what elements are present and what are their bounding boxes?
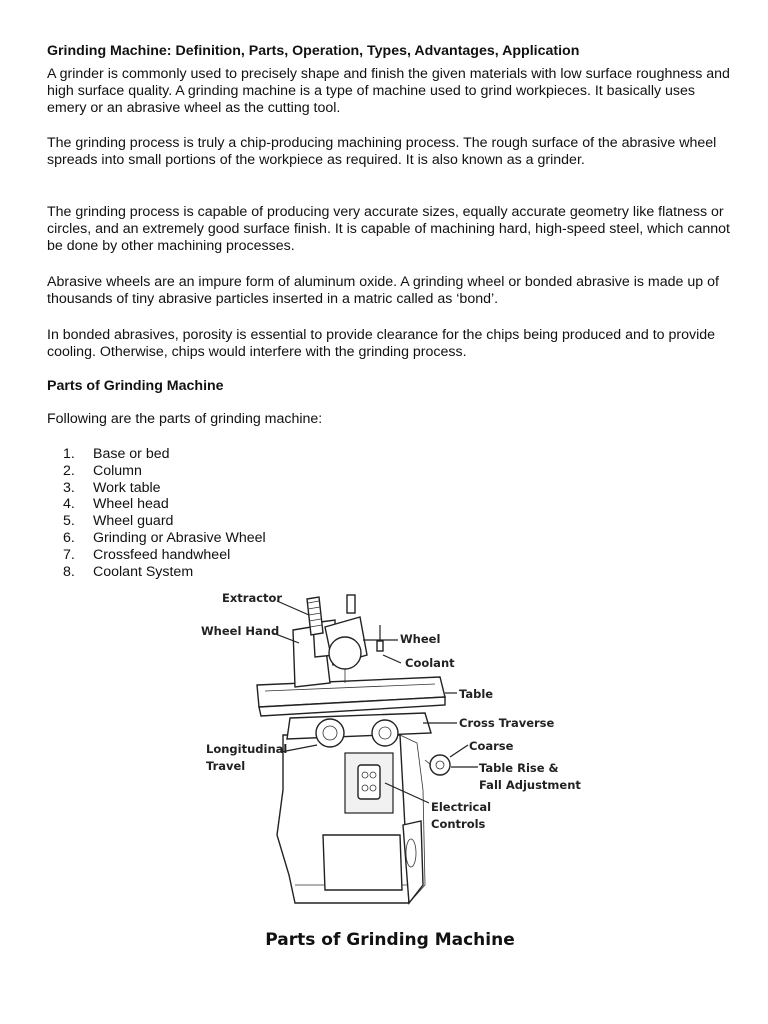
list-item-number: 7.	[63, 546, 75, 563]
cross-traverse-handwheel	[372, 720, 398, 746]
list-item-text: Wheel head	[93, 496, 169, 513]
list-item	[47, 496, 266, 513]
label-wheel: Wheel	[400, 632, 441, 646]
label-coolant: Coolant	[405, 656, 455, 670]
label-table-rise-line2: Fall Adjustment	[479, 778, 581, 792]
grinding-machine-figure	[195, 585, 585, 960]
list-item	[47, 564, 266, 581]
figure-caption: Parts of Grinding Machine	[265, 930, 515, 950]
list-item-text: Grinding or Abrasive Wheel	[93, 529, 266, 546]
label-cross-traverse: Cross Traverse	[459, 716, 555, 730]
label-table-rise-line1: Table Rise &	[479, 761, 559, 775]
list-item-number: 8.	[63, 563, 75, 580]
list-item	[47, 547, 266, 564]
parts-heading: Parts of Grinding Machine	[47, 378, 224, 394]
label-longitudinal-line1: Longitudinal	[206, 742, 288, 756]
label-electrical-line1: Electrical	[431, 800, 492, 814]
table-rise-handwheel	[430, 755, 450, 775]
paragraph-intro: A grinder is commonly used to precisely shape and finish the given materials with low surface roughness and high surface quality. A grinding machine is a type of machine used to grind workpieces. It basically uses emery or an abrasive wheel as the cutting tool.	[47, 66, 730, 116]
list-item-text: Work table	[93, 479, 161, 496]
label-longitudinal-line2: Travel	[206, 759, 246, 773]
list-item-text: Coolant System	[93, 563, 194, 580]
paragraph-abrasive-wheels: Abrasive wheels are an impure form of aluminum oxide. A grinding wheel or bonded abrasive is made up of thousands of tiny abrasive particles inserted in a matric called as ‘bond’.	[47, 274, 719, 307]
list-item	[47, 480, 266, 497]
list-item	[47, 530, 266, 547]
list-item-number: 3.	[63, 479, 75, 496]
list-item-number: 5.	[63, 513, 75, 530]
list-item-number: 4.	[63, 496, 75, 513]
longitudinal-handwheel	[316, 719, 344, 747]
label-extractor: Extractor	[222, 591, 283, 605]
list-item-text: Base or bed	[93, 446, 170, 462]
label-wheel-hand: Wheel Hand	[201, 624, 280, 638]
base-panel	[323, 835, 402, 890]
label-coarse: Coarse	[469, 739, 514, 753]
list-item	[47, 513, 266, 530]
list-item-text: Crossfeed handwheel	[93, 546, 231, 563]
list-item-text: Wheel guard	[93, 513, 174, 530]
saddle	[287, 713, 431, 739]
paragraph-porosity: In bonded abrasives, porosity is essential to provide clearance for the chips being produced and to provide cooling. Otherwise, chips would interfere with the grinding process.	[47, 327, 716, 360]
list-item-text: Column	[93, 462, 142, 479]
document-title: Grinding Machine: Definition, Parts, Operation, Types, Advantages, Application	[47, 43, 580, 59]
grinding-wheel	[329, 637, 361, 669]
label-table: Table	[459, 687, 494, 701]
list-item-number: 1.	[63, 446, 75, 462]
list-item	[47, 446, 266, 463]
list-item	[47, 463, 266, 480]
parts-list	[47, 446, 266, 580]
parts-intro: Following are the parts of grinding machine:	[47, 411, 323, 427]
paragraph-chip-process: The grinding process is truly a chip-producing machining process. The rough surface of the abrasive wheel spreads into small portions of the workpiece as required. It is also known as a grinder.	[47, 135, 717, 168]
list-item-number: 2.	[63, 462, 75, 479]
grinding-machine-diagram	[195, 585, 585, 960]
label-electrical-line2: Controls	[431, 817, 486, 831]
list-item-number: 6.	[63, 529, 75, 546]
paragraph-accuracy: The grinding process is capable of producing very accurate sizes, equally accurate geometry like flatness or circles, and an extremely good surface finish. It is capable of machining hard, high-speed steel, which cannot be done by other machining processes.	[47, 204, 730, 254]
